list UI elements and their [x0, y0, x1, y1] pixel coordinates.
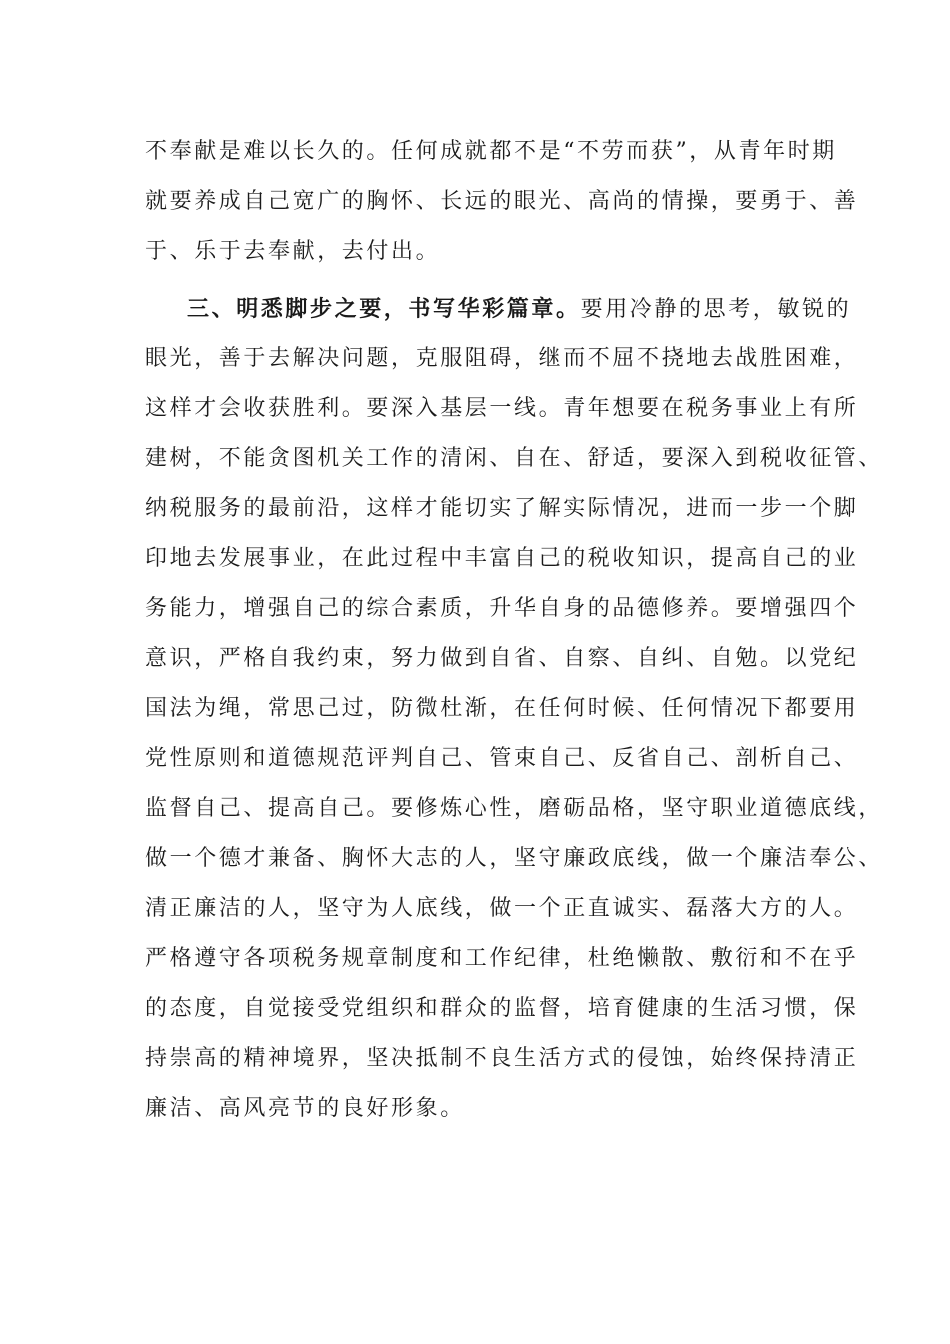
- paragraph-line: 做一个德才兼备、胸怀大志的人，坚守廉政底线，做一个廉洁奉公、: [145, 846, 884, 871]
- paragraph-line: 廉洁、高风亮节的良好形象。: [145, 1096, 465, 1121]
- paragraph-line: 印地去发展事业，在此过程中丰富自己的税收知识，提高自己的业: [145, 546, 859, 571]
- paragraph-line: 纳税服务的最前沿，这样才能切实了解实际情况，进而一步一个脚: [145, 496, 859, 521]
- paragraph-line-text: 要用冷静的思考，敏锐的: [580, 297, 852, 322]
- paragraph-line: 就要养成自己宽广的胸怀、长远的眼光、高尚的情操，要勇于、善: [145, 189, 859, 214]
- paragraph-line: 这样才会收获胜利。要深入基层一线。青年想要在税务事业上有所: [145, 396, 859, 421]
- paragraph-line: 国法为绳，常思己过，防微杜渐，在任何时候、任何情况下都要用: [145, 696, 859, 721]
- paragraph-line: 清正廉洁的人，坚守为人底线，做一个正直诚实、磊落大方的人。: [145, 896, 859, 921]
- paragraph-line: 意识，严格自我约束，努力做到自省、自察、自纠、自勉。以党纪: [145, 646, 859, 671]
- section-heading: 三、明悉脚步之要，书写华彩篇章。: [187, 296, 581, 322]
- paragraph-line: 眼光，善于去解决问题，克服阻碍，继而不屈不挠地去战胜困难，: [145, 346, 859, 371]
- paragraph-line: 监督自己、提高自己。要修炼心性，磨砺品格，坚守职业道德底线，: [145, 796, 884, 821]
- paragraph-line: 务能力，增强自己的综合素质，升华自身的品德修养。要增强四个: [145, 596, 859, 621]
- paragraph-line: 不奉献是难以长久的。任何成就都不是“不劳而获”，从青年时期: [145, 139, 837, 164]
- paragraph-line: 于、乐于去奉献，去付出。: [145, 239, 441, 264]
- section-line: [187, 291, 851, 327]
- paragraph-line: 建树，不能贪图机关工作的清闲、自在、舒适，要深入到税收征管、: [145, 446, 884, 471]
- paragraph-line: 严格遵守各项税务规章制度和工作纪律，杜绝懒散、敷衍和不在乎: [145, 946, 859, 971]
- paragraph-line: 的态度，自觉接受党组织和群众的监督，培育健康的生活习惯，保: [145, 996, 859, 1021]
- paragraph-line: 持崇高的精神境界，坚决抵制不良生活方式的侵蚀，始终保持清正: [145, 1046, 859, 1071]
- paragraph-line: 党性原则和道德规范评判自己、管束自己、反省自己、剖析自己、: [145, 746, 859, 771]
